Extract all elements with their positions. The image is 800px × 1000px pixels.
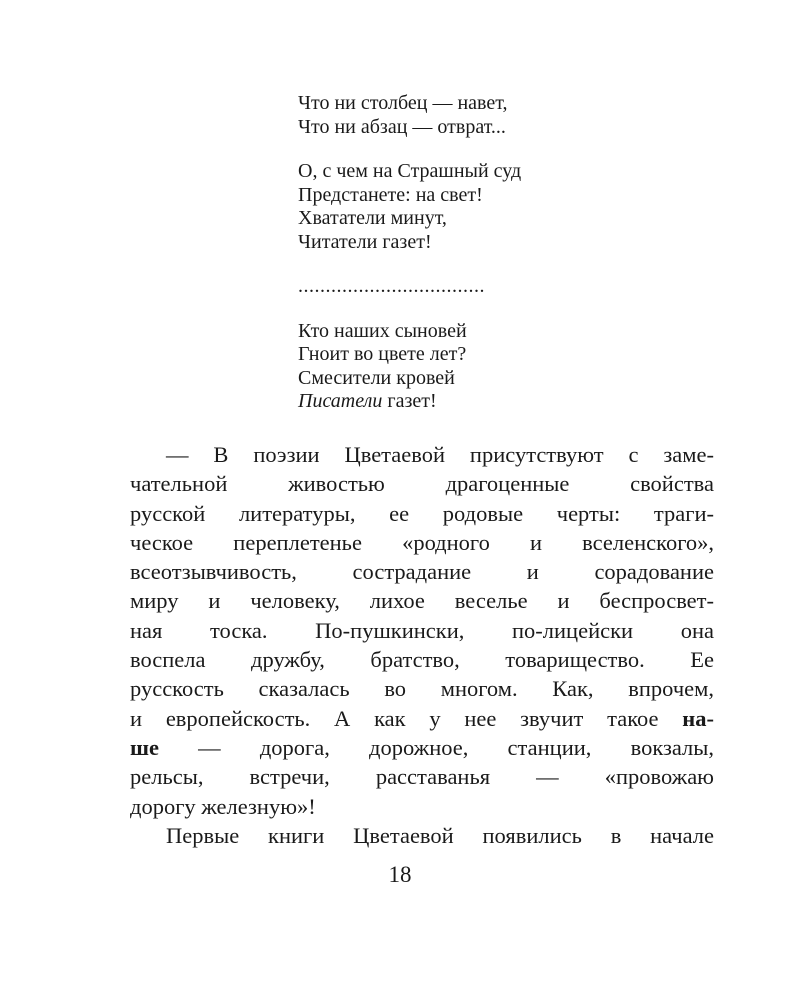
prose-line: русскость сказалась во многом. Как, впрочем, — [130, 676, 714, 702]
poem-line: Предстанете: на свет! — [298, 183, 483, 206]
prose-body — [130, 440, 714, 850]
poem-line-last — [298, 390, 718, 414]
poem-line: Что ни абзац — отврат... — [298, 115, 506, 138]
prose-line-bold-start — [130, 733, 714, 762]
prose-line: Первые книги Цветаевой появились в начале — [166, 822, 714, 848]
poem-stanza-1 — [298, 92, 718, 139]
poem-line: Гноит во цвете лет? — [298, 343, 467, 365]
poem-stanza-3 — [298, 320, 718, 414]
poem-line: Хвататели минут, — [298, 207, 447, 229]
prose-line: воспела дружбу, братство, товарищество. Ее — [130, 647, 714, 673]
poem-line: Смесители кровей — [298, 366, 455, 389]
prose-bold-word: ше — [130, 734, 159, 760]
prose-line: русской литературы, ее родовые черты: траги- — [130, 500, 714, 526]
poem-line: Что ни столбец — навет, — [298, 92, 508, 114]
poem-italic-word: Писатели — [298, 390, 383, 412]
prose-line: чательной живостью драгоценные свойства — [130, 471, 714, 497]
prose-text: и европейскость. А как у нее звучит такое — [130, 705, 683, 731]
poem-ellipsis: .................................. — [298, 275, 485, 297]
poem-stanza-2 — [298, 160, 718, 254]
prose-line: — В поэзии Цветаевой присутствуют с заме- — [166, 442, 714, 467]
prose-line: ческое переплетенье «родного и вселенского», — [130, 529, 714, 555]
poem-line: Кто наших сыновей — [298, 319, 467, 342]
page-number: 18 — [388, 862, 412, 887]
prose-line: дорогу железную»! — [130, 793, 316, 819]
poem-line: О, с чем на Страшный суд — [298, 160, 522, 182]
prose-line: миру и человеку, лихое веселье и беспросвет- — [130, 588, 714, 614]
prose-line: всеотзывчивость, сострадание и сорадование — [130, 559, 714, 585]
poem-ellipsis-block — [298, 275, 718, 299]
poem-line: Читатели газет! — [298, 230, 432, 253]
prose-line-bold-end — [130, 704, 714, 733]
poem-excerpt — [298, 92, 718, 414]
poem-line-rest: газет! — [382, 390, 437, 412]
prose-line: ная тоска. По-пушкински, по-лицейски она — [130, 617, 714, 643]
prose-line: рельсы, встречи, расставанья — «провожаю — [130, 764, 714, 790]
prose-bold-word: на- — [682, 705, 714, 731]
prose-text: — дорога, дорожное, станции, вокзалы, — [158, 734, 714, 760]
